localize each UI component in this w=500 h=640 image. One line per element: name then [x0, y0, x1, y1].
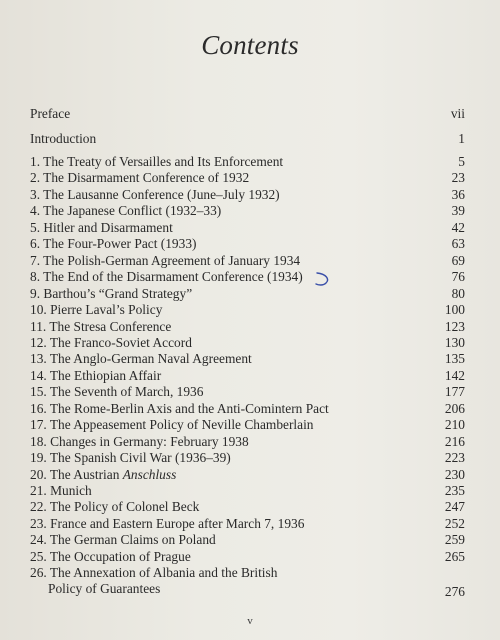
toc-entry-title: 15. The Seventh of March, 1936: [30, 384, 204, 400]
toc-entry-page-number: 123: [444, 318, 465, 334]
toc-entry-title: 21. Munich: [30, 483, 92, 498]
toc-entry-page-number: 235: [444, 483, 465, 498]
toc-entry-title: 10. Pierre Laval’s Policy: [30, 302, 163, 318]
toc-entry-title: 20. The Austrian Anschluss: [30, 466, 177, 482]
toc-entry-page-number: 252: [444, 515, 465, 531]
page-number: v: [247, 615, 253, 627]
toc-entry-title: 24. The German Claims on Poland: [30, 532, 216, 548]
toc-entry-page-number: 142: [444, 367, 465, 383]
pen-mark-icon: [314, 270, 332, 288]
toc-entry-title: 26. The Annexation of Albania and the British: [30, 565, 278, 581]
toc-entry-title-continued: Policy of Guarantees: [48, 581, 161, 597]
toc-entry-page-number: 223: [444, 450, 465, 466]
toc-entry-page-number: 76: [451, 269, 465, 285]
toc-entry-page-number: 210: [444, 417, 465, 433]
toc-entry-title: 7. The Polish-German Agreement of January 1934: [30, 252, 301, 268]
toc-entry-title: 9. Barthou’s “Grand Strategy”: [30, 285, 193, 301]
toc-entry-page-number: 69: [451, 252, 465, 268]
toc-entry-title: 17. The Appeasement Policy of Neville Chamberlain: [30, 417, 314, 433]
toc-entry-title: 3. The Lausanne Conference (June–July 1932): [30, 186, 280, 202]
toc-entry-page-number: 100: [444, 302, 465, 318]
toc-entry-page-number: 206: [444, 400, 465, 416]
toc-entry-page-number: 216: [444, 433, 465, 449]
toc-entry-title: 13. The Anglo-German Naval Agreement: [30, 351, 252, 367]
toc-entry-page-number: 135: [444, 351, 465, 367]
toc-entry-page-number: 247: [444, 499, 465, 515]
toc-entry-title: 25. The Occupation of Prague: [30, 548, 191, 564]
toc-entry-title: 4. The Japanese Conflict (1932–33): [30, 203, 222, 219]
toc-entry-title: Introduction: [30, 131, 97, 146]
toc-entry-title: 5. Hitler and Disarmament: [30, 219, 173, 235]
toc-entry-title: 18. Changes in Germany: February 1938: [30, 433, 249, 449]
toc-entry-page-number: 259: [444, 532, 465, 548]
toc-entry-title: 19. The Spanish Civil War (1936–39): [30, 450, 231, 466]
page-title: Contents: [201, 30, 299, 60]
toc-entry-title: 16. The Rome-Berlin Axis and the Anti-Comintern Pact: [30, 400, 329, 416]
toc-entry-title: 8. The End of the Disarmament Conference (1934): [30, 269, 303, 285]
toc-entry-title: 2. The Disarmament Conference of 1932: [30, 170, 250, 186]
toc-entry-page-number: 5: [458, 154, 465, 169]
toc-entry-title: 11. The Stresa Conference: [30, 318, 172, 334]
toc-entry-page-number: 1: [458, 131, 465, 146]
toc-entry-page-number: 63: [451, 236, 465, 252]
toc-entry-title: Preface: [30, 106, 71, 121]
toc-entry-title: 14. The Ethiopian Affair: [30, 367, 162, 383]
toc-entry-page-number: 80: [451, 285, 465, 301]
toc-entry-title: 12. The Franco-Soviet Accord: [30, 334, 192, 350]
toc-entry-page-number: 276: [444, 584, 465, 600]
toc-entry-title: 1. The Treaty of Versailles and Its Enforcement: [30, 154, 284, 169]
toc-entry-page-number: 39: [451, 203, 465, 219]
toc-entry-page-number: vii: [450, 106, 465, 121]
toc-entry-page-number: 130: [444, 334, 465, 350]
toc-entry-page-number: 36: [451, 186, 465, 202]
toc-entry-title: 22. The Policy of Colonel Beck: [30, 499, 200, 515]
toc-entry-page-number: 177: [444, 384, 465, 400]
toc-entry-page-number: 42: [451, 219, 465, 235]
toc-entry-page-number: 23: [451, 170, 465, 186]
toc-entry-title: 23. France and Eastern Europe after March 7, 1936: [30, 515, 305, 531]
toc-entry-page-number: 230: [444, 466, 465, 482]
toc-entry-page-number: 265: [444, 548, 465, 564]
toc-entry-title: 6. The Four-Power Pact (1933): [30, 236, 197, 252]
